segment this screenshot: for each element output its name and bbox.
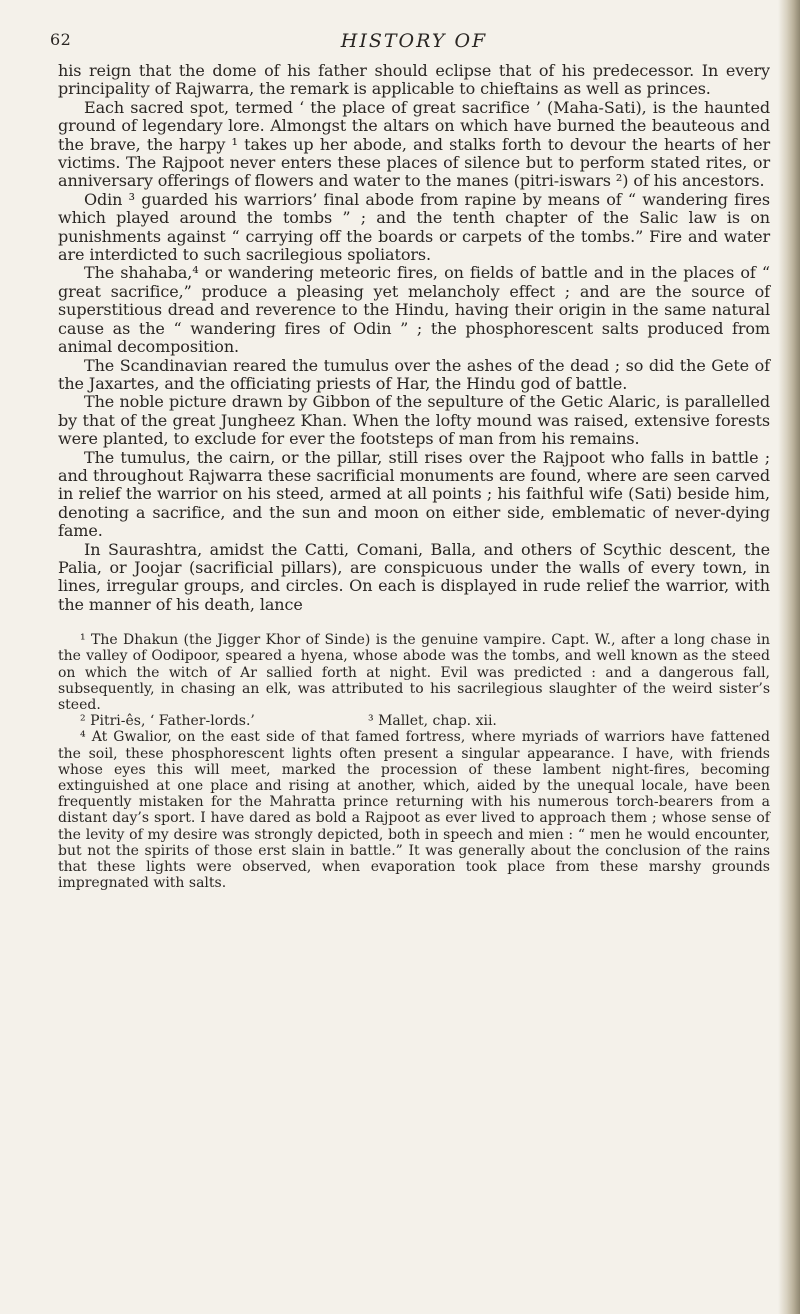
- footnotes: [58, 632, 770, 891]
- running-title: HISTORY OF: [340, 30, 488, 52]
- footnote: ⁴ At Gwalior, on the east side of that famed fortress, where myriads of warriors have fattened the soil, these phosphorescent lights often present a singular appearance. I have, with friends whose eyes this will meet, marked the procession of these lambent night-fires, becoming extinguished at one place and rising at another, which, aided by the unequal locale, have been frequently mistaken for the Mahratta prince returning with his numerous torch-bearers from a distant day’s sport. I have dared as bold a Rajpoot as ever lived to approach them ; whose sense of the levity of my desire was strongly depicted, both in speech and mien : “ men he would encounter, but not the spirits of those erst slain in battle.” It was generally about the conclusion of the rains that these lights were observed, when evaporation took place from these marshy grounds impregnated with salts.: [58, 729, 770, 892]
- page-number: 62: [50, 30, 72, 49]
- paragraph: In Saurashtra, amidst the Catti, Comani, Balla, and others of Scythic descent, the Palia, or Joojar (sacrificial pillars), are conspicuous under the walls of every town, in lines, irregular groups, and circles. On each is displayed in rude relief the warrior, with the manner of his death, lance: [58, 539, 770, 614]
- paragraph: The tumulus, the cairn, or the pillar, still rises over the Rajpoot who falls in battle ; and throughout Rajwarra these sacrificial monuments are found, where are seen carved in relief the warrior on his steed, armed at all points ; his faithful wife (Sati) beside him, denoting a sacrifice, and the sun and moon on either side, emblematic of never-dying fame.: [58, 447, 770, 541]
- paragraph: The shahaba,⁴ or wandering meteoric fires, on fields of battle and in the places of “ great sacrifice,” produce a pleasing yet melancholy effect ; and are the source of superstitious dread and reverence to the Hindu, having their origin in the same natural cause as the “ wandering fires of Odin ” ; the phosphorescent salts produced from animal decomposition.: [58, 263, 770, 357]
- footnote-row: [58, 713, 770, 729]
- paragraph: Odin ³ guarded his warriors’ final abode from rapine by means of “ wandering fires which played around the tombs ” ; and the tenth chapter of the Salic law is on punishments against “ carrying off the boards or carpets of the tombs.” Fire and water are interdicted to such sacrilegious spoliators.: [58, 189, 770, 265]
- body-text: [58, 62, 770, 614]
- paragraph: his reign that the dome of his father should eclipse that of his predecessor. In every principality of Rajwarra, the remark is applicable to chieftains as well as princes.: [58, 61, 770, 99]
- paragraph: Each sacred spot, termed ‘ the place of great sacrifice ’ (Maha-Sati), is the haunted ground of legendary lore. Almongst the altars on which have burned the beauteous and the brave, the harpy ¹ takes up her abode, and stalks forth to devour the hearts of her victims. The Rajpoot never enters these places of silence but to perform stated rites, or anniversary offerings of flowers and water to the manes (pitri-iswars ²) of his ancestors.: [58, 97, 770, 191]
- footnote: ² Pitri-ês, ‘ Father-lords.’: [80, 713, 255, 730]
- footnote: ¹ The Dhakun (the Jigger Khor of Sinde) is the genuine vampire. Capt. W., after a long chase in the valley of Oodipoor, speared a hyena, whose abode was the tombs, and well known as the steed on which the witch of Ar sallied forth at night. Evil was predicted : and a dangerous fall, subsequently, in chasing an elk, was attributed to his sacrilegious slaughter of the weird sister’s steed.: [58, 632, 770, 713]
- page-header: [50, 0, 770, 52]
- paragraph: The noble picture drawn by Gibbon of the sepulture of the Getic Alaric, is parallelled by that of the great Jungheez Khan. When the lofty mound was raised, extensive forests were planted, to exclude for ever the footsteps of man from his remains.: [58, 392, 770, 449]
- footnote: ³ Mallet, chap. xii.: [368, 713, 497, 730]
- book-page: [50, 0, 770, 892]
- paragraph: The Scandinavian reared the tumulus over the ashes of the dead ; so did the Gete of the Jaxartes, and the officiating priests of Har, the Hindu god of battle.: [58, 355, 770, 393]
- page-edge-shadow: [778, 0, 800, 1314]
